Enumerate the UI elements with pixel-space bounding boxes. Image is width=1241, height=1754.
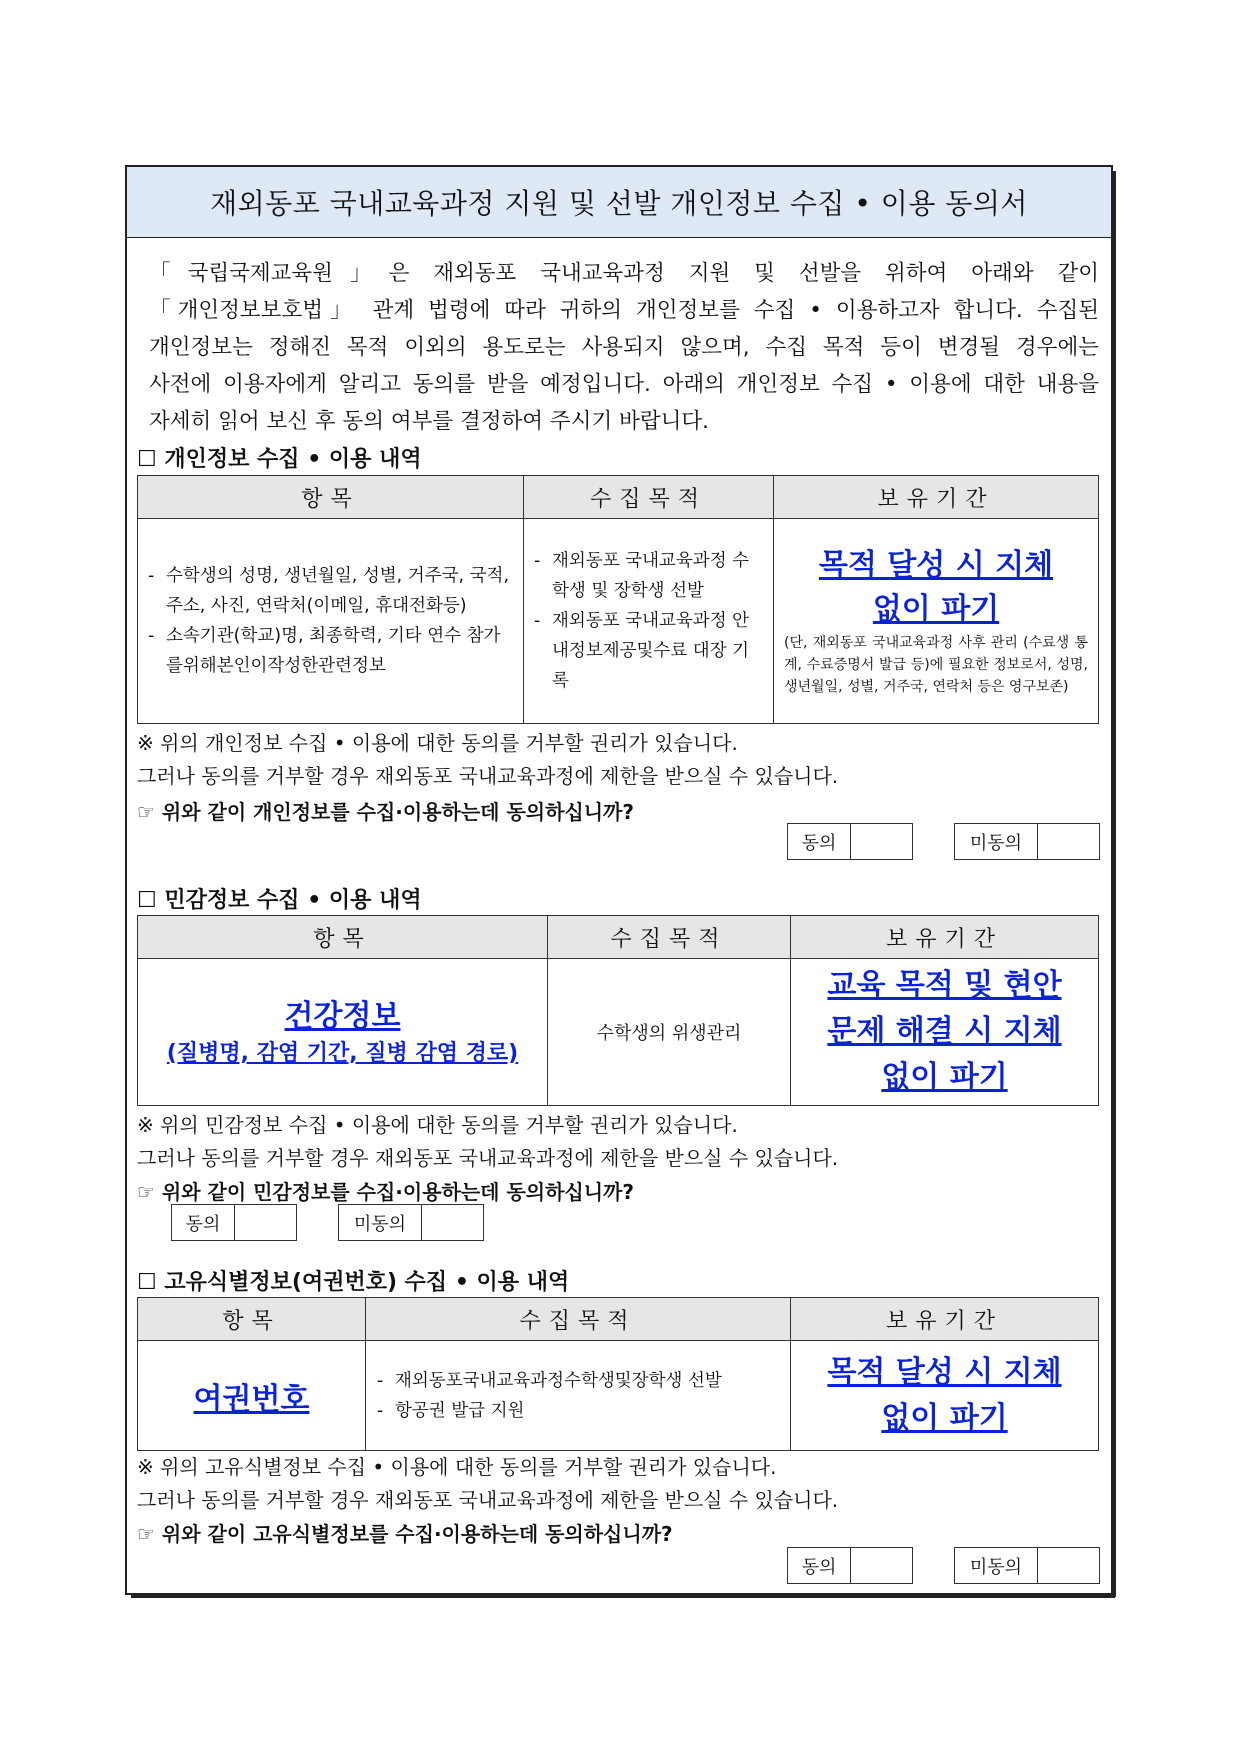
section1-items-cell bbox=[138, 519, 524, 724]
section1-period-note: (단, 재외동포 국내교육과정 사후 관리 (수료생 통계, 수료증명서 발급 등)에 필요한 정보로서, 성명, 생년월일, 성별, 거주국, 연락처 등은 영구보존) bbox=[784, 635, 1088, 695]
notice-line: 그러나 동의를 거부할 경우 재외동포 국내교육과정에 제한을 받으실 수 있습니다. bbox=[137, 1146, 839, 1170]
form-title: 재외동포 국내교육과정 지원 및 선발 개인정보 수집 • 이용 동의서 bbox=[127, 167, 1111, 238]
section2-notice bbox=[137, 1109, 838, 1175]
header-item: 항목 bbox=[138, 476, 524, 519]
disagree-checkbox[interactable] bbox=[421, 1205, 482, 1240]
section2-item-sub: (질병명, 감염 기간, 질병 감염 경로) bbox=[166, 1041, 519, 1066]
section1-heading: ☐ 개인정보 수집 • 이용 내역 bbox=[137, 447, 422, 472]
header-item: 항목 bbox=[138, 1298, 366, 1341]
header-period: 보유기간 bbox=[791, 916, 1099, 959]
section1-agree-box[interactable] bbox=[787, 823, 913, 860]
intro-line: 「개인정보보호법」 관계 법령에 따라 귀하의 개인정보를 수집 • 이용하고자 합니다. 수집된 bbox=[149, 298, 1099, 323]
section2-heading: ☐ 민감정보 수집 • 이용 내역 bbox=[137, 888, 422, 913]
section3-item-cell bbox=[138, 1341, 366, 1451]
disagree-checkbox[interactable] bbox=[1037, 1548, 1098, 1583]
list-item: - 재외동포 국내교육과정 안내정보제공및수료 대장 기록 bbox=[534, 606, 765, 696]
section2-period: 교육 목적 및 현안문제 해결 시 지체 없이 파기 bbox=[827, 968, 1062, 1095]
disagree-checkbox[interactable] bbox=[1037, 824, 1098, 859]
notice-line: 그러나 동의를 거부할 경우 재외동포 국내교육과정에 제한을 받으실 수 있습니다. bbox=[137, 764, 839, 788]
list-item: - 재외동포국내교육과정수학생및장학생 선발 bbox=[377, 1366, 789, 1396]
intro-line: 자세히 읽어 보신 후 동의 여부를 결정하여 주시기 바랍니다. bbox=[149, 409, 709, 434]
section2-purpose-cell: 수학생의 위생관리 bbox=[548, 959, 791, 1106]
notice-line: ※ 위의 개인정보 수집 • 이용에 대한 동의를 거부할 권리가 있습니다. bbox=[137, 731, 738, 755]
agree-label: 동의 bbox=[801, 1556, 837, 1578]
agree-label: 동의 bbox=[801, 832, 837, 854]
section1-question: ☞ 위와 같이 개인정보를 수집·이용하는데 동의하십니까? bbox=[137, 800, 634, 824]
notice-line: ※ 위의 고유식별정보 수집 • 이용에 대한 동의를 거부할 권리가 있습니다. bbox=[137, 1455, 777, 1479]
header-purpose: 수집목적 bbox=[524, 476, 774, 519]
section3-question: ☞ 위와 같이 고유식별정보를 수집·이용하는데 동의하십니까? bbox=[137, 1522, 673, 1546]
agree-checkbox[interactable] bbox=[234, 1205, 295, 1240]
section1-purpose-cell bbox=[524, 519, 774, 724]
list-item: - 수학생의 성명, 생년월일, 성별, 거주국, 국적, 주소, 사진, 연락처(이메일, 휴대전화등) bbox=[148, 561, 515, 621]
notice-line: 그러나 동의를 거부할 경우 재외동포 국내교육과정에 제한을 받으실 수 있습니다. bbox=[137, 1488, 839, 1512]
list-item: - 항공권 발급 지원 bbox=[377, 1396, 789, 1426]
section2-table bbox=[137, 915, 1099, 1106]
header-purpose: 수집목적 bbox=[548, 916, 791, 959]
header-item: 항목 bbox=[138, 916, 548, 959]
section3-agree-box[interactable] bbox=[787, 1547, 913, 1584]
disagree-label: 미동의 bbox=[353, 1213, 407, 1235]
consent-form bbox=[125, 165, 1113, 1595]
section1-notice bbox=[137, 727, 838, 793]
section3-disagree-box[interactable] bbox=[954, 1547, 1100, 1584]
disagree-label: 미동의 bbox=[969, 1556, 1023, 1578]
agree-checkbox[interactable] bbox=[850, 824, 911, 859]
section3-period-cell bbox=[791, 1341, 1099, 1451]
section2-item-cell bbox=[138, 959, 548, 1106]
section1-table bbox=[137, 475, 1099, 724]
disagree-label: 미동의 bbox=[969, 832, 1023, 854]
header-period: 보유기간 bbox=[791, 1298, 1099, 1341]
list-item: - 소속기관(학교)명, 최종학력, 기타 연수 참가를위해본인이작성한관련정보 bbox=[148, 621, 515, 681]
section3-period: 목적 달성 시 지체 없이 파기 bbox=[827, 1354, 1062, 1436]
section3-item: 여권번호 bbox=[193, 1381, 310, 1417]
section2-disagree-box[interactable] bbox=[338, 1204, 484, 1241]
intro-line: 「국립국제교육원」은 재외동포 국내교육과정 지원 및 선발을 위하여 아래와 같이 bbox=[149, 261, 1099, 286]
section1-disagree-box[interactable] bbox=[954, 823, 1100, 860]
section3-heading: ☐ 고유식별정보(여권번호) 수집 • 이용 내역 bbox=[137, 1270, 570, 1295]
section1-period-main: 목적 달성 시 지체 없이 파기 bbox=[818, 548, 1054, 627]
section2-agree-box[interactable] bbox=[171, 1204, 297, 1241]
agree-label: 동의 bbox=[185, 1213, 221, 1235]
header-period: 보유기간 bbox=[774, 476, 1099, 519]
header-purpose: 수집목적 bbox=[366, 1298, 791, 1341]
list-item: - 재외동포 국내교육과정 수학생 및 장학생 선발 bbox=[534, 546, 765, 606]
section3-table bbox=[137, 1297, 1099, 1451]
section3-notice bbox=[137, 1451, 838, 1517]
section2-period-cell bbox=[791, 959, 1099, 1106]
intro-paragraph bbox=[149, 255, 1099, 440]
section2-item-main: 건강정보 bbox=[284, 999, 401, 1034]
agree-checkbox[interactable] bbox=[850, 1548, 911, 1583]
section1-period-cell bbox=[774, 519, 1099, 724]
intro-line: 사전에 이용자에게 알리고 동의를 받을 예정입니다. 아래의 개인정보 수집 • 이용에 대한 내용을 bbox=[149, 372, 1099, 397]
intro-line: 개인정보는 정해진 목적 이외의 용도로는 사용되지 않으며, 수집 목적 등이 변경될 경우에는 bbox=[149, 335, 1099, 360]
notice-line: ※ 위의 민감정보 수집 • 이용에 대한 동의를 거부할 권리가 있습니다. bbox=[137, 1113, 738, 1137]
section2-question: ☞ 위와 같이 민감정보를 수집·이용하는데 동의하십니까? bbox=[137, 1180, 634, 1204]
section3-purpose-cell bbox=[366, 1341, 791, 1451]
